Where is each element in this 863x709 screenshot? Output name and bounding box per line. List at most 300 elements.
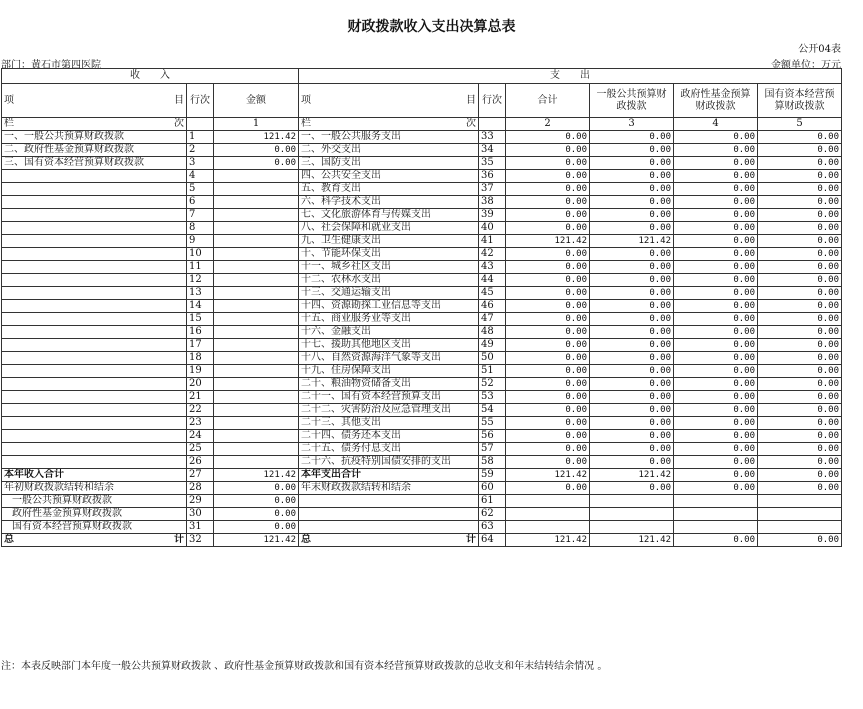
state-capital-cell: 0.00: [758, 248, 842, 261]
expense-line-cell: 41: [479, 235, 506, 248]
income-line-cell: 3: [187, 157, 214, 170]
expense-item-cell: 十、节能环保支出: [299, 248, 479, 261]
total-cell: [506, 508, 590, 521]
income-band-header: 收 入: [2, 69, 299, 84]
state-capital-cell: 0.00: [758, 456, 842, 469]
income-item-cell: [2, 443, 187, 456]
state-capital-cell: [758, 521, 842, 534]
expense-line-cell: 38: [479, 196, 506, 209]
income-line-cell: 12: [187, 274, 214, 287]
income-item-cell: 一般公共预算财政拨款: [2, 495, 187, 508]
income-item-cell: [2, 456, 187, 469]
gov-fund-cell: [674, 521, 758, 534]
expense-item-cell: 二十五、债务付息支出: [299, 443, 479, 456]
gov-fund-cell: 0.00: [674, 196, 758, 209]
income-amount-cell: 0.00: [214, 495, 299, 508]
income-column-code-label: 栏 次: [2, 118, 187, 131]
general-budget-cell: 0.00: [590, 196, 674, 209]
income-line-cell: 19: [187, 365, 214, 378]
general-budget-cell: 0.00: [590, 183, 674, 196]
income-line-cell: 16: [187, 326, 214, 339]
gov-fund-cell: 0.00: [674, 248, 758, 261]
income-amount-cell: [214, 222, 299, 235]
table-row: [2, 235, 842, 248]
state-capital-cell: 0.00: [758, 183, 842, 196]
expense-line-cell: 45: [479, 287, 506, 300]
expense-line-cell: 60: [479, 482, 506, 495]
income-line-cell: 26: [187, 456, 214, 469]
income-line-cell: 25: [187, 443, 214, 456]
income-line-cell: 2: [187, 144, 214, 157]
gov-fund-cell: 0.00: [674, 157, 758, 170]
amount-unit-label: 金额单位：万元: [771, 60, 841, 71]
gov-fund-cell: 0.00: [674, 209, 758, 222]
general-budget-cell: 0.00: [590, 430, 674, 443]
income-line-cell: 13: [187, 287, 214, 300]
general-budget-cell: 0.00: [590, 456, 674, 469]
table-row: [2, 248, 842, 261]
expense-item-cell: 二十二、灾害防治及应急管理支出: [299, 404, 479, 417]
total-cell: 0.00: [506, 430, 590, 443]
general-budget-cell: 0.00: [590, 326, 674, 339]
expense-line-cell: 46: [479, 300, 506, 313]
income-line-cell: 18: [187, 352, 214, 365]
income-item-cell: [2, 326, 187, 339]
income-line-cell: 1: [187, 131, 214, 144]
gov-fund-column-code: 4: [674, 118, 758, 131]
total-cell: 0.00: [506, 261, 590, 274]
income-item-cell: [2, 378, 187, 391]
report-title: 财政拨款收入支出决算总表: [347, 19, 516, 35]
total-cell: 0.00: [506, 456, 590, 469]
expense-line-cell: 40: [479, 222, 506, 235]
general-budget-cell: 0.00: [590, 339, 674, 352]
general-budget-cell: 0.00: [590, 170, 674, 183]
income-amount-header: 金额: [214, 84, 299, 118]
state-capital-cell: 0.00: [758, 534, 842, 547]
expense-column-code-label: 栏 次: [299, 118, 479, 131]
gov-fund-cell: [674, 495, 758, 508]
state-capital-cell: 0.00: [758, 482, 842, 495]
table-row: [2, 300, 842, 313]
income-amount-cell: [214, 326, 299, 339]
general-budget-cell: [590, 508, 674, 521]
income-line-cell: 27: [187, 469, 214, 482]
income-item-cell: 二、政府性基金预算财政拨款: [2, 144, 187, 157]
expense-item-cell: 十七、援助其他地区支出: [299, 339, 479, 352]
table-row: [2, 391, 842, 404]
expense-line-cell: 54: [479, 404, 506, 417]
income-line-cell: 24: [187, 430, 214, 443]
total-cell: 121.42: [506, 469, 590, 482]
income-line-cell: 28: [187, 482, 214, 495]
form-number: 公开04表: [798, 44, 841, 55]
income-line-cell: 11: [187, 261, 214, 274]
state-capital-cell: 0.00: [758, 365, 842, 378]
gov-fund-cell: 0.00: [674, 339, 758, 352]
state-capital-column-code: 5: [758, 118, 842, 131]
expense-line-cell: 58: [479, 456, 506, 469]
general-budget-cell: 0.00: [590, 404, 674, 417]
table-row: [2, 443, 842, 456]
expense-item-cell: 十五、商业服务业等支出: [299, 313, 479, 326]
income-item-cell: [2, 430, 187, 443]
expense-line-cell: 63: [479, 521, 506, 534]
general-budget-cell: 0.00: [590, 157, 674, 170]
total-cell: 0.00: [506, 365, 590, 378]
income-item-cell: 三、国有资本经营预算财政拨款: [2, 157, 187, 170]
total-cell: [506, 495, 590, 508]
income-item-cell: [2, 313, 187, 326]
income-amount-cell: [214, 300, 299, 313]
income-amount-cell: 121.42: [214, 534, 299, 547]
income-amount-cell: [214, 274, 299, 287]
general-budget-cell: [590, 521, 674, 534]
table-row: [2, 131, 842, 144]
income-line-cell: 14: [187, 300, 214, 313]
expense-item-cell: 六、科学技术支出: [299, 196, 479, 209]
income-item-cell: [2, 235, 187, 248]
expense-item-cell: 二十六、抗疫特别国债安排的支出: [299, 456, 479, 469]
income-line-cell: 22: [187, 404, 214, 417]
state-capital-cell: 0.00: [758, 170, 842, 183]
year-total-row: [2, 469, 842, 482]
table-row: [2, 196, 842, 209]
expense-item-cell: 七、文化旅游体育与传媒支出: [299, 209, 479, 222]
footnote: 注：本表反映部门本年度一般公共预算财政拨款 、政府性基金预算财政拨款和国有资本经营预算财政拨款的总收支和年末结转结余情况 。: [1, 661, 608, 672]
income-item-cell: 政府性基金预算财政拨款: [2, 508, 187, 521]
total-cell: 0.00: [506, 378, 590, 391]
income-line-cell: 32: [187, 534, 214, 547]
expense-line-cell: 33: [479, 131, 506, 144]
income-item-cell: [2, 222, 187, 235]
expense-item-cell: [299, 508, 479, 521]
carry-over-row: [2, 495, 842, 508]
carry-over-row: [2, 521, 842, 534]
general-budget-cell: 0.00: [590, 352, 674, 365]
general-budget-cell: 0.00: [590, 131, 674, 144]
total-cell: 0.00: [506, 144, 590, 157]
income-amount-cell: [214, 313, 299, 326]
total-cell: 0.00: [506, 287, 590, 300]
income-amount-cell: 121.42: [214, 131, 299, 144]
expense-line-cell: 37: [479, 183, 506, 196]
expense-item-cell: 十六、金融支出: [299, 326, 479, 339]
expense-item-cell: 二、外交支出: [299, 144, 479, 157]
income-line-cell: 4: [187, 170, 214, 183]
income-amount-cell: [214, 352, 299, 365]
income-amount-cell: 0.00: [214, 482, 299, 495]
income-line-cell: 31: [187, 521, 214, 534]
income-item-cell: [2, 417, 187, 430]
gov-fund-cell: 0.00: [674, 443, 758, 456]
table-row: [2, 222, 842, 235]
income-item-cell: [2, 287, 187, 300]
total-cell: 0.00: [506, 391, 590, 404]
expense-item-cell: 八、社会保障和就业支出: [299, 222, 479, 235]
expense-line-cell: 43: [479, 261, 506, 274]
expense-line-cell: 44: [479, 274, 506, 287]
grand-total-expense-label: 总 计: [299, 534, 479, 547]
income-amount-cell: [214, 339, 299, 352]
gov-fund-cell: 0.00: [674, 313, 758, 326]
income-amount-cell: 0.00: [214, 521, 299, 534]
total-cell: 0.00: [506, 222, 590, 235]
general-budget-cell: 0.00: [590, 365, 674, 378]
expense-line-cell: 53: [479, 391, 506, 404]
state-capital-cell: [758, 508, 842, 521]
general-budget-cell: 0.00: [590, 248, 674, 261]
general-budget-cell: 0.00: [590, 287, 674, 300]
income-line-cell: 30: [187, 508, 214, 521]
state-capital-cell: 0.00: [758, 144, 842, 157]
expense-band-header: 支 出: [299, 69, 842, 84]
table-row: [2, 170, 842, 183]
expense-line-cell: 55: [479, 417, 506, 430]
expense-line-cell: 50: [479, 352, 506, 365]
expense-item-header: 项 目: [299, 84, 479, 118]
income-line-cell: 7: [187, 209, 214, 222]
income-amount-cell: 0.00: [214, 144, 299, 157]
income-amount-cell: [214, 261, 299, 274]
total-cell: 0.00: [506, 209, 590, 222]
income-amount-cell: [214, 209, 299, 222]
total-cell: 121.42: [506, 235, 590, 248]
general-budget-header: 一般公共预算财政拨款: [590, 84, 674, 118]
general-budget-cell: 121.42: [590, 235, 674, 248]
state-capital-cell: 0.00: [758, 378, 842, 391]
income-line-cell: 21: [187, 391, 214, 404]
income-item-cell: [2, 209, 187, 222]
gov-fund-cell: [674, 508, 758, 521]
income-amount-cell: [214, 365, 299, 378]
expense-line-cell: 36: [479, 170, 506, 183]
expense-item-cell: 十一、城乡社区支出: [299, 261, 479, 274]
income-item-cell: [2, 248, 187, 261]
state-capital-cell: 0.00: [758, 352, 842, 365]
gov-fund-header: 政府性基金预算财政拨款: [674, 84, 758, 118]
income-amount-cell: [214, 404, 299, 417]
income-line-cell: 6: [187, 196, 214, 209]
income-amount-cell: [214, 248, 299, 261]
expense-line-cell: 42: [479, 248, 506, 261]
total-cell: 0.00: [506, 313, 590, 326]
expense-line-cell: 34: [479, 144, 506, 157]
general-budget-cell: 0.00: [590, 274, 674, 287]
gov-fund-cell: 0.00: [674, 417, 758, 430]
income-amount-cell: 0.00: [214, 157, 299, 170]
state-capital-cell: 0.00: [758, 196, 842, 209]
gov-fund-cell: 0.00: [674, 300, 758, 313]
expense-line-cell: 52: [479, 378, 506, 391]
general-budget-cell: [590, 495, 674, 508]
expense-item-cell: 十九、住房保障支出: [299, 365, 479, 378]
table-row: [2, 404, 842, 417]
general-budget-cell: 0.00: [590, 391, 674, 404]
total-cell: 0.00: [506, 131, 590, 144]
income-line-cell: 23: [187, 417, 214, 430]
expense-item-cell: 十八、自然资源海洋气象等支出: [299, 352, 479, 365]
table-row: [2, 430, 842, 443]
expense-line-cell: 47: [479, 313, 506, 326]
income-item-cell: [2, 274, 187, 287]
total-cell: 0.00: [506, 339, 590, 352]
expense-line-cell: 35: [479, 157, 506, 170]
table-row: [2, 378, 842, 391]
income-line-cell: 20: [187, 378, 214, 391]
expense-item-cell: [299, 495, 479, 508]
expense-item-cell: [299, 521, 479, 534]
income-amount-cell: [214, 378, 299, 391]
total-cell: 0.00: [506, 170, 590, 183]
income-item-cell: [2, 365, 187, 378]
total-header: 合计: [506, 84, 590, 118]
expense-line-cell: 57: [479, 443, 506, 456]
total-cell: 0.00: [506, 183, 590, 196]
grand-total-income-label: 总 计: [2, 534, 187, 547]
table-row: [2, 274, 842, 287]
income-line-cell: 29: [187, 495, 214, 508]
state-capital-header: 国有资本经营预算财政拨款: [758, 84, 842, 118]
income-amount-cell: [214, 430, 299, 443]
expense-line-cell: 56: [479, 430, 506, 443]
gov-fund-cell: 0.00: [674, 456, 758, 469]
income-item-cell: 国有资本经营预算财政拨款: [2, 521, 187, 534]
state-capital-cell: 0.00: [758, 313, 842, 326]
expense-item-cell: 本年支出合计: [299, 469, 479, 482]
grand-total-row: [2, 534, 842, 547]
state-capital-cell: 0.00: [758, 274, 842, 287]
general-budget-cell: 0.00: [590, 209, 674, 222]
total-cell: 0.00: [506, 248, 590, 261]
state-capital-cell: 0.00: [758, 326, 842, 339]
gov-fund-cell: 0.00: [674, 404, 758, 417]
income-amount-cell: 0.00: [214, 508, 299, 521]
expense-item-cell: 四、公共安全支出: [299, 170, 479, 183]
state-capital-cell: 0.00: [758, 404, 842, 417]
expense-line-cell: 59: [479, 469, 506, 482]
department-label: 部门：黄石市第四医院: [1, 60, 101, 71]
header-main-row: [2, 84, 842, 118]
total-cell: 0.00: [506, 300, 590, 313]
header-band-row: [2, 69, 842, 84]
state-capital-cell: 0.00: [758, 222, 842, 235]
income-item-cell: [2, 196, 187, 209]
income-amount-cell: [214, 235, 299, 248]
expense-item-cell: 五、教育支出: [299, 183, 479, 196]
expense-line-cell: 61: [479, 495, 506, 508]
state-capital-cell: [758, 495, 842, 508]
income-line-cell: 8: [187, 222, 214, 235]
general-budget-cell: 0.00: [590, 482, 674, 495]
general-budget-cell: 0.00: [590, 313, 674, 326]
income-item-cell: [2, 391, 187, 404]
table-row: [2, 339, 842, 352]
gov-fund-cell: 0.00: [674, 378, 758, 391]
table-row: [2, 313, 842, 326]
income-item-cell: [2, 339, 187, 352]
gov-fund-cell: 0.00: [674, 469, 758, 482]
income-line-cell: 15: [187, 313, 214, 326]
total-column-code: 2: [506, 118, 590, 131]
income-line-cell: 17: [187, 339, 214, 352]
gov-fund-cell: 0.00: [674, 534, 758, 547]
income-item-cell: 年初财政拨款结转和结余: [2, 482, 187, 495]
income-item-cell: [2, 404, 187, 417]
state-capital-cell: 0.00: [758, 261, 842, 274]
income-line-cell: 10: [187, 248, 214, 261]
income-line-header: 行次: [187, 84, 214, 118]
gov-fund-cell: 0.00: [674, 183, 758, 196]
table-row: [2, 287, 842, 300]
total-cell: 0.00: [506, 274, 590, 287]
total-cell: [506, 521, 590, 534]
header-code-row: [2, 118, 842, 131]
expense-line-cell: 49: [479, 339, 506, 352]
table-row: [2, 209, 842, 222]
gov-fund-cell: 0.00: [674, 131, 758, 144]
expense-item-cell: 三、国防支出: [299, 157, 479, 170]
general-budget-cell: 121.42: [590, 534, 674, 547]
expense-line-header: 行次: [479, 84, 506, 118]
general-budget-cell: 0.00: [590, 417, 674, 430]
expense-item-cell: 二十、粮油物资储备支出: [299, 378, 479, 391]
gov-fund-cell: 0.00: [674, 326, 758, 339]
gov-fund-cell: 0.00: [674, 391, 758, 404]
total-cell: 0.00: [506, 404, 590, 417]
gov-fund-cell: 0.00: [674, 430, 758, 443]
gov-fund-cell: 0.00: [674, 235, 758, 248]
state-capital-cell: 0.00: [758, 417, 842, 430]
expense-item-cell: 一、一般公共服务支出: [299, 131, 479, 144]
total-cell: 121.42: [506, 534, 590, 547]
carry-over-row: [2, 482, 842, 495]
expense-line-cell: 51: [479, 365, 506, 378]
gov-fund-cell: 0.00: [674, 274, 758, 287]
state-capital-cell: 0.00: [758, 157, 842, 170]
table-row: [2, 352, 842, 365]
general-budget-cell: 0.00: [590, 378, 674, 391]
income-item-cell: [2, 352, 187, 365]
income-item-cell: [2, 261, 187, 274]
general-column-code: 3: [590, 118, 674, 131]
income-amount-cell: [214, 287, 299, 300]
expense-line-cell: 62: [479, 508, 506, 521]
expense-line-cell: 48: [479, 326, 506, 339]
state-capital-cell: 0.00: [758, 131, 842, 144]
total-cell: 0.00: [506, 352, 590, 365]
general-budget-cell: 0.00: [590, 144, 674, 157]
income-item-cell: [2, 183, 187, 196]
total-cell: 0.00: [506, 157, 590, 170]
income-amount-cell: [214, 391, 299, 404]
income-amount-cell: 121.42: [214, 469, 299, 482]
income-item-header: 项 目: [2, 84, 187, 118]
carry-over-row: [2, 508, 842, 521]
general-budget-cell: 121.42: [590, 469, 674, 482]
income-amount-cell: [214, 456, 299, 469]
state-capital-cell: 0.00: [758, 287, 842, 300]
income-item-cell: [2, 300, 187, 313]
general-budget-cell: 0.00: [590, 443, 674, 456]
income-amount-cell: [214, 196, 299, 209]
gov-fund-cell: 0.00: [674, 222, 758, 235]
total-cell: 0.00: [506, 196, 590, 209]
state-capital-cell: 0.00: [758, 391, 842, 404]
state-capital-cell: 0.00: [758, 235, 842, 248]
table-row: [2, 417, 842, 430]
general-budget-cell: 0.00: [590, 300, 674, 313]
